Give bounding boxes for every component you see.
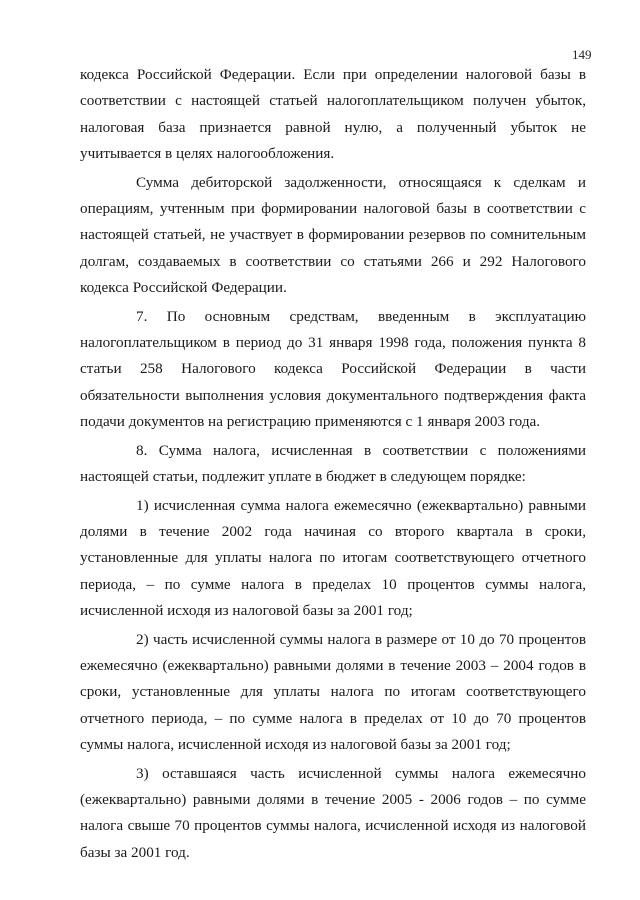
paragraph-continuation: кодекса Российской Федерации. Если при определении налоговой базы в соответствии с настоящей статьей налогоплательщиком получен убыток, налоговая база признается равной нулю, а полученный убыток не учитывается в целях налогообложения. [80,66,586,163]
paragraph-receivables: Сумма дебиторской задолженности, относящаяся к сделкам и операциям, учтенным при формировании налоговой базы в соответствии с настоящей статьей, не участвует в формировании резервов по сомнительным долгам, создаваемых в соответствии со статьями 266 и 292 Налогового кодекса Российской Федерации. [80,173,586,297]
paragraph-subitem-2: 2) часть исчисленной суммы налога в размере от 10 до 70 процентов ежемесячно (ежеквартально) равными долями в течение 2003 – 2004 годов в сроки, установленные для уплаты налога по итогам соответствующего отчетного периода, – по сумме налога в пределах от 10 до 70 процентов суммы налога, исчисленной исходя из налоговой базы за 2001 год; [80,630,586,754]
paragraph-item-8: 8. Сумма налога, исчисленная в соответствии с положениями настоящей статьи, подлежит уплате в бюджет в следующем порядке: [80,441,586,486]
paragraph-item-7: 7. По основным средствам, введенным в эксплуатацию налогоплательщиком в период до 31 января 1998 года, положения пункта 8 статьи 258 Налогового кодекса Российской Федерации в части обязательности выполнения условия документального подтверждения факта подачи документов на регистрацию применяются с 1 января 2003 года. [80,307,586,431]
paragraph-subitem-3: 3) оставшаяся часть исчисленной суммы налога ежемесячно (ежеквартально) равными долями в течение 2005 - 2006 годов – по сумме налога свыше 70 процентов суммы налога, исчисленной исходя из налоговой базы за 2001 год. [80,764,586,861]
document-body [80,62,586,866]
page-number: 149 [572,47,592,62]
paragraph-subitem-1: 1) исчисленная сумма налога ежемесячно (ежеквартально) равными долями в течение 2002 года начиная со второго квартала в сроки, установленные для уплаты налога по итогам соответствующего отчетного периода, – по сумме налога в пределах 10 процентов суммы налога, исчисленной исходя из налоговой базы за 2001 год; [80,496,586,620]
